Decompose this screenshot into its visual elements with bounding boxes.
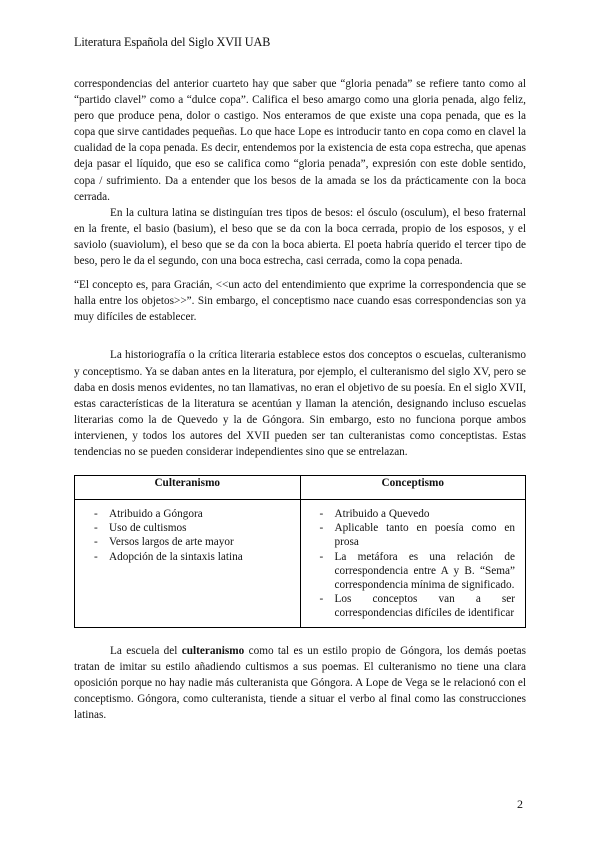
list-item bbox=[79, 535, 290, 549]
list-item-text: Aplicable tanto en poesía como en prosa bbox=[334, 522, 515, 549]
list-item bbox=[305, 592, 516, 620]
paragraph-copa-penada: correspondencias del anterior cuarteto hay que saber que “gloria penada” se refiere tanto como al “partido clavel” como a “dulce copa”. Califica el beso amargo como una gloria penada, algo feliz, pero que produce pena, dolor o castigo. Nos enteramos de que existe una copa penada, que es la copa que sirve cantidades pequeñas. Lo que hace Lope es introducir tanto en copa como en clavel la cualidad de la copa penada. Es decir, entendemos por la existencia de esta copa estrecha, que apenas deja pasar el líquido, que eso se califica como “gloria penada”, expresión con este doble sentido, copa / sufrimiento. Da a entender que los besos de la amada se los da prácticamente con la boca cerrada. bbox=[74, 78, 526, 203]
list-item-text: Adopción de la sintaxis latina bbox=[109, 550, 243, 563]
dash-bullet: - bbox=[319, 522, 324, 535]
conceptismo-cell bbox=[300, 500, 526, 628]
dash-bullet: - bbox=[319, 593, 324, 606]
running-header: Literatura Española del Siglo XVII UAB bbox=[74, 35, 271, 49]
paragraph-historiografia: La historiografía o la crítica literaria establece estos dos conceptos o escuelas, culteranismo y conceptismo. Ya se daban antes en la literatura, por ejemplo, el culteranismo del siglo XV, pero se daba en dosis menos evidentes, no tan llamativas, no eran el objetivo de su poesía. En el siglo XVII, estas características de la literatura se acentúan y llaman la atención, designando incluso escuelas literarias como la de Quevedo y la de Góngora. Sin embargo, esto no funciona porque ambos intervienen, y todos los autores del XVII pueden ser tan culteranistas como conceptistas. Estas tendencias no se pueden considerar independientes sino que se entrelazan. bbox=[74, 349, 526, 458]
conceptismo-list bbox=[305, 507, 516, 621]
dash-bullet: - bbox=[94, 522, 98, 535]
list-item bbox=[305, 550, 516, 593]
paragraph-escuela-culteranismo bbox=[74, 643, 526, 723]
list-item bbox=[305, 521, 516, 549]
paragraph-tipos-de-besos: En la cultura latina se distinguían tres tipos de besos: el ósculo (osculum), el beso fraternal en la frente, el basio (basium), el beso que se da con la boca cerrada, propio de los esposos, y el saviolo (suaviolum), el beso que se da con la boca abierta. El poeta habría querido el tercer tipo de beso, pero le da el segundo, con una boca estrecha, casi cerrada, como la copa penada. bbox=[74, 206, 526, 268]
paragraph-text: como tal es un estilo propio de Góngora, los demás poetas tratan de imitar su estilo añadiendo cultismos a sus poemas. El culteranismo no tiene una clara oposición porque no hay nadie más culteranista que Góngora. A Lope de Vega se le relacionó con el conceptismo. Góngora, como culteranista, tiende a situar el verbo al final como las construcciones latinas. bbox=[74, 644, 526, 722]
list-item bbox=[305, 507, 516, 521]
bold-term-culteranismo: culteranismo bbox=[181, 644, 245, 657]
paragraph-text: La escuela del bbox=[110, 644, 182, 657]
document-body bbox=[74, 76, 526, 723]
list-item-text: Versos largos de arte mayor bbox=[109, 536, 234, 549]
paragraph-concepto-gracian: “El concepto es, para Gracián, <<un acto del entendimiento que exprime la correspondencia que se halla entre los objetos>>”. Sin embargo, el conceptismo nace cuando esas correspondencias son ya muy difíciles de establecer. bbox=[74, 279, 526, 324]
list-item-text: Atribuido a Góngora bbox=[109, 508, 203, 521]
list-item-text: Atribuido a Quevedo bbox=[334, 508, 430, 521]
list-item-text: Los conceptos van a ser correspondencias difíciles de identificar bbox=[334, 593, 515, 620]
dash-bullet: - bbox=[94, 550, 98, 563]
list-item-text: La metáfora es una relación de correspondencia entre A y B. “Sema” correspondencia mínima de significado. bbox=[334, 550, 515, 592]
culteranismo-cell bbox=[75, 500, 301, 628]
dash-bullet: - bbox=[319, 550, 324, 563]
list-item bbox=[79, 521, 290, 535]
culteranismo-list bbox=[79, 507, 290, 564]
table-header-conceptismo: Conceptismo bbox=[300, 476, 526, 500]
dash-bullet: - bbox=[94, 508, 98, 521]
list-item bbox=[79, 507, 290, 521]
comparison-table bbox=[74, 475, 526, 628]
dash-bullet: - bbox=[319, 508, 324, 521]
list-item-text: Uso de cultismos bbox=[109, 522, 187, 535]
table-header-culteranismo: Culteranismo bbox=[75, 476, 301, 500]
list-item bbox=[79, 550, 290, 564]
page-number: 2 bbox=[517, 797, 523, 811]
dash-bullet: - bbox=[94, 536, 98, 549]
